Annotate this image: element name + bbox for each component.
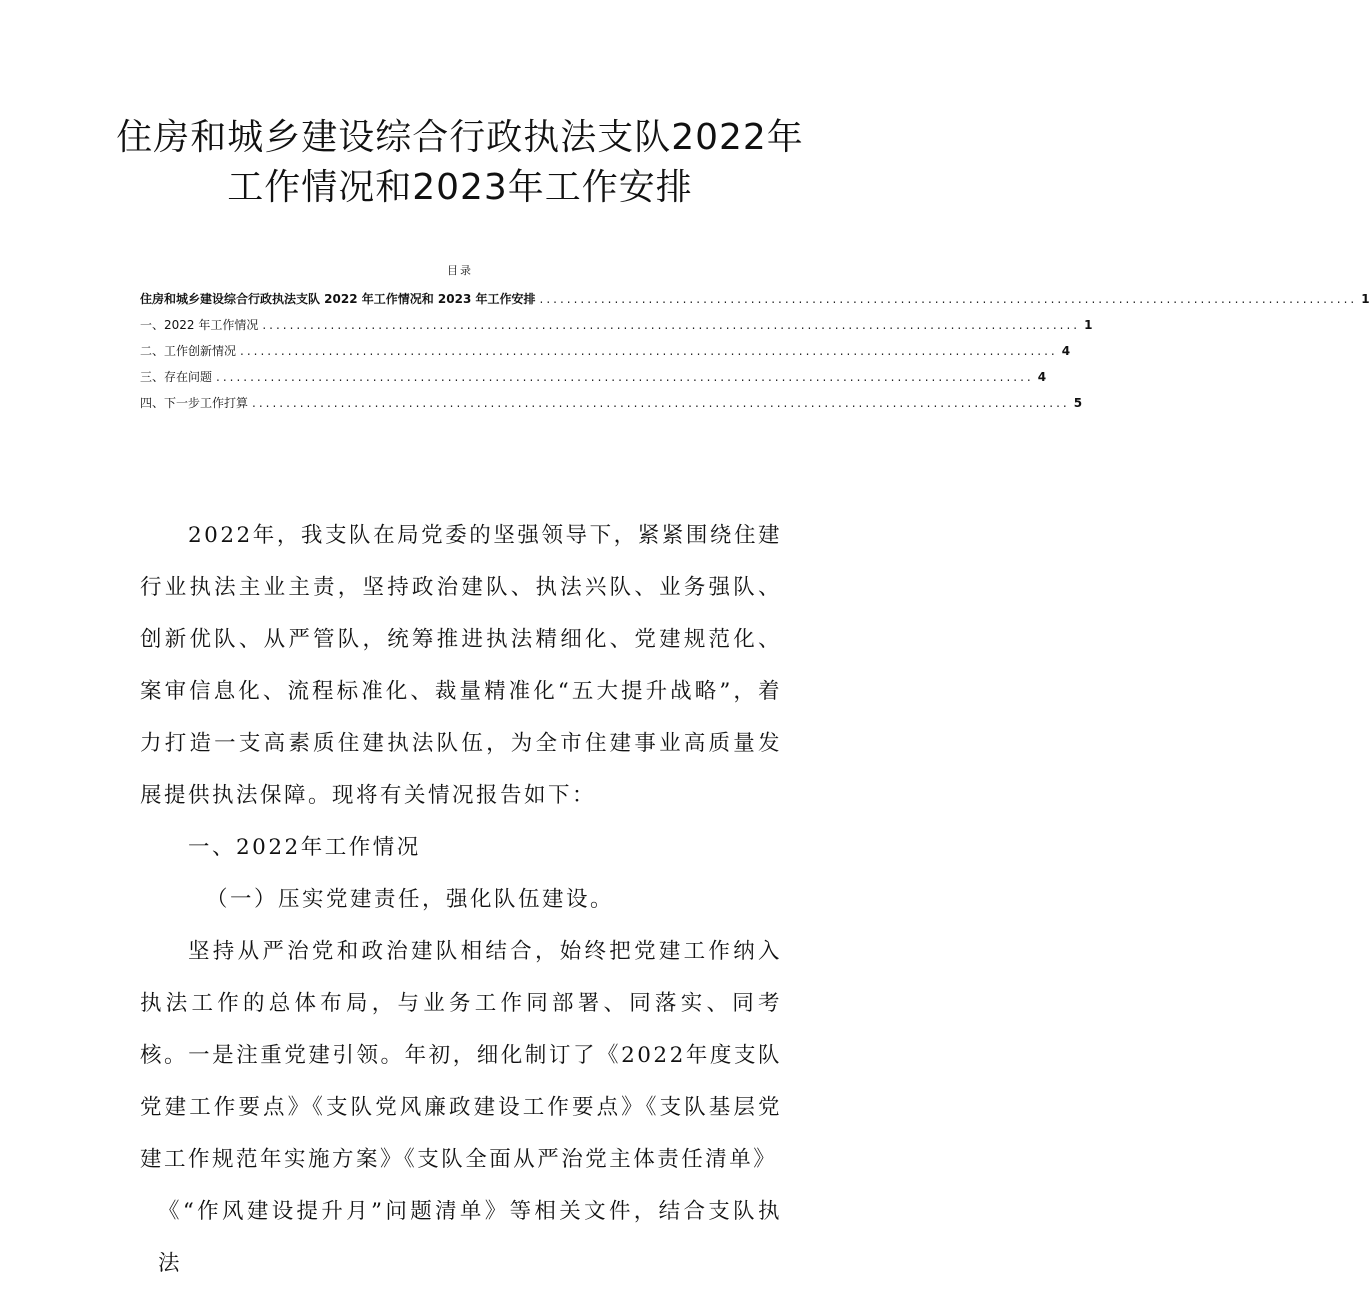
toc-entry-label: 住房和城乡建设综合行政执法支队 2022 年工作情况和 2023 年工作安排 [140,292,536,306]
toc-entry-label: 四、下一步工作打算 [140,396,249,410]
toc-entry-label: 一、2022 年工作情况 [140,318,259,332]
toc-page-number: 4 [1037,370,1047,384]
toc-leader-dots: ........................................................................................................................ [252,396,1070,410]
toc-page-number: 1 [1361,292,1370,306]
toc-page-number: 5 [1073,396,1083,410]
toc-entry[interactable] [140,286,1370,312]
section-heading: 一、2022年工作情况 [188,835,421,860]
toc-leader-dots: ........................................................................................................................ [240,344,1058,358]
document-title-line-1: 住房和城乡建设综合行政执法支队2022年 [116,117,804,158]
toc-entry[interactable] [140,338,1071,364]
toc-entry[interactable] [140,312,1093,338]
toc-heading: 目录 [447,264,473,277]
body-paragraph-continued: 《“作风建设提升月”问题清单》等相关文件，结合支队执法 [158,1199,782,1276]
toc-leader-dots: ........................................................................................................................ [262,318,1081,332]
document-body [140,510,782,1290]
toc-entry[interactable] [140,364,1047,390]
toc-leader-dots: ........................................................................................................................ [539,292,1358,306]
toc-leader-dots: ........................................................................................................................ [216,370,1034,384]
document-title-line-2: 工作情况和2023年工作安排 [227,167,693,208]
table-of-contents [140,286,1370,416]
toc-entry-label: 三、存在问题 [140,370,213,384]
intro-paragraph: 2022年，我支队在局党委的坚强领导下，紧紧围绕住建行业执法主业主责，坚持政治建队、执法兴队、业务强队、创新优队、从严管队，统筹推进执法精细化、党建规范化、案审信息化、流程标准化、裁量精准化“五大提升战略”，着力打造一支高素质住建执法队伍，为全市住建事业高质量发展提供执法保障。现将有关情况报告如下： [140,523,782,808]
body-paragraph: 坚持从严治党和政治建队相结合，始终把党建工作纳入执法工作的总体布局，与业务工作同部署、同落实、同考核。一是注重党建引领。年初，细化制订了《2022年度支队党建工作要点》《支队党风廉政建设工作要点》《支队基层党建工作规范年实施方案》《支队全面从严治党主体责任清单》 [140,939,782,1172]
subsection-heading: （一）压实党建责任，强化队伍建设。 [206,887,615,912]
toc-page-number: 1 [1084,318,1093,332]
toc-entry-label: 二、工作创新情况 [140,344,237,358]
toc-entry[interactable] [140,390,1083,416]
toc-page-number: 4 [1061,344,1071,358]
